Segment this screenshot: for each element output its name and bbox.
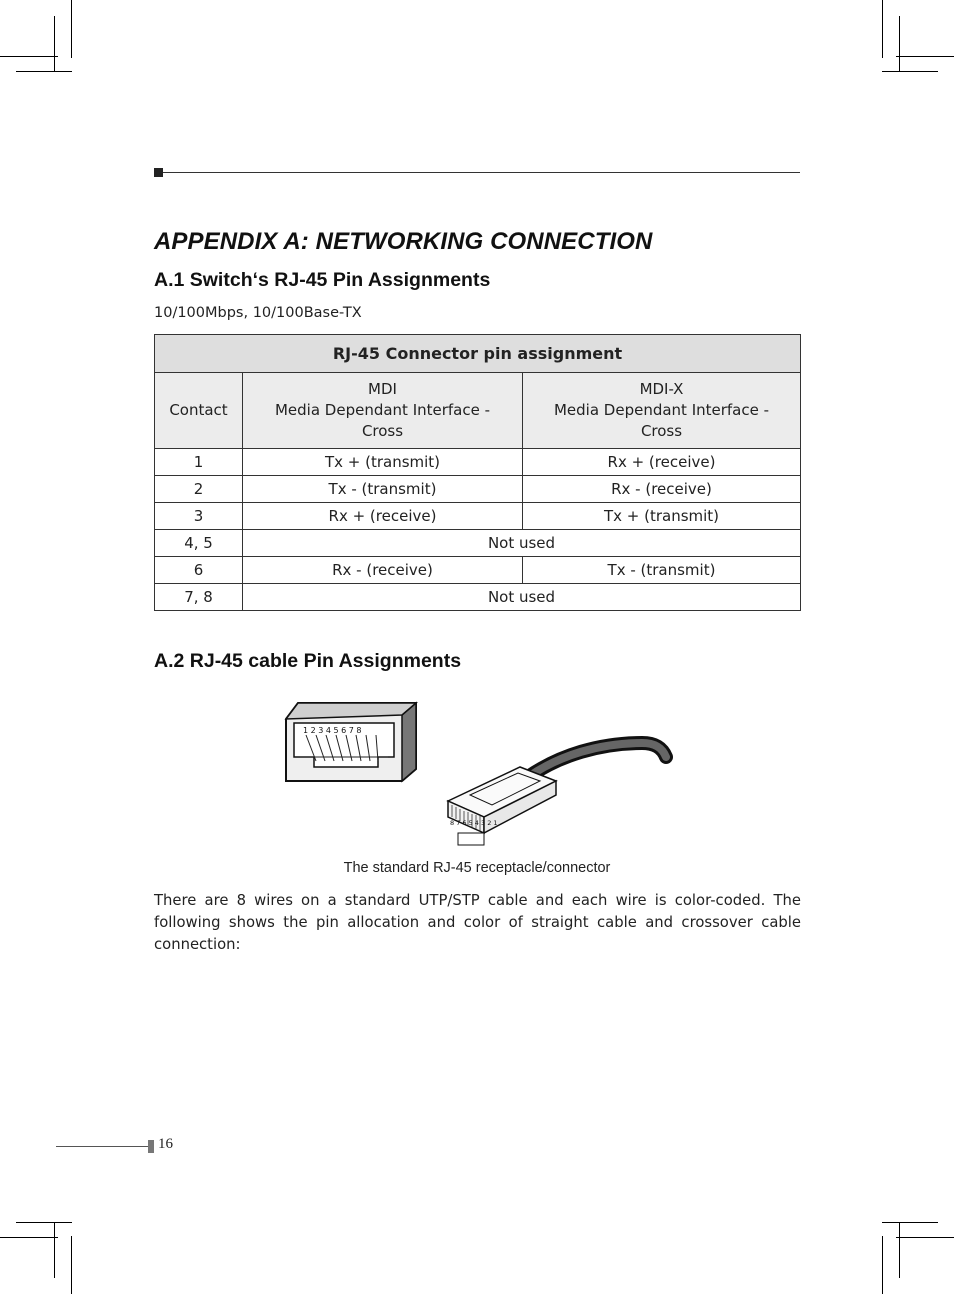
figure-caption: The standard RJ-45 receptacle/connector [343,860,611,876]
header-mdix [523,373,801,449]
cell-mdix: Rx + (receive) [523,449,801,476]
cell-contact: 3 [155,503,243,530]
cell-contact: 4, 5 [155,530,243,557]
crop-mark [882,0,883,58]
header-mdi-line3: Cross [361,422,404,440]
header-line [163,172,800,173]
footer-line [56,1146,148,1147]
crop-mark [0,1237,58,1238]
header-mdix-line3: Cross [640,422,683,440]
receptacle-pin-numbers: 1 2 3 4 5 6 7 8 [303,726,362,735]
crop-mark [0,56,58,57]
crop-mark [896,1237,954,1238]
cell-mdix: Tx + (transmit) [523,503,801,530]
rj45-cable [528,743,666,777]
rj45-illustration [270,695,680,855]
header-mdi [243,373,523,449]
cell-contact: 6 [155,557,243,584]
table-row [155,557,801,584]
header-mdi-line2: Media Dependant Interface - [274,401,491,419]
crop-mark [899,16,900,72]
header-rule [154,168,800,178]
crop-mark [16,71,72,72]
cell-mdi: Tx - (transmit) [243,476,523,503]
crop-mark [882,1222,938,1223]
crop-mark [71,0,72,58]
pin-assignment-table [154,334,801,611]
cell-contact: 1 [155,449,243,476]
crop-mark [54,16,55,72]
footer-marker [148,1140,154,1153]
section-2-heading: A.2 RJ-45 cable Pin Assignments [154,650,462,672]
body-paragraph: There are 8 wires on a standard UTP/STP cable and each wire is color-coded. The following shows the pin allocation and color of straight cable and crossover cable connection: [154,892,801,953]
cell-mdi: Rx + (receive) [243,503,523,530]
page-number: 16 [158,1136,173,1152]
rj45-plug [448,767,556,845]
crop-mark [16,1222,72,1223]
table-header-row [155,373,801,449]
cell-mdi: Rx - (receive) [243,557,523,584]
table-row [155,476,801,503]
cell-contact: 2 [155,476,243,503]
cell-contact: 7, 8 [155,584,243,611]
table-row [155,530,801,557]
table-title: RJ-45 Connector pin assignment [155,335,801,373]
table-row [155,584,801,611]
cell-mdi: Tx + (transmit) [243,449,523,476]
plug-pin-numbers: 8 7 6 5 4 3 2 1 [450,819,498,827]
table-row [155,503,801,530]
crop-mark [882,1236,883,1294]
header-mdix-line1: MDI-X [639,380,684,398]
crop-mark [71,1236,72,1294]
cell-not-used: Not used [243,584,801,611]
section-1-heading: A.1 Switch‘s RJ-45 Pin Assignments [154,269,491,291]
header-contact: Contact [155,373,243,449]
appendix-heading: APPENDIX A: NETWORKING CONNECTION [154,228,653,255]
crop-mark [882,71,938,72]
header-mdi-line1: MDI [368,380,397,398]
crop-mark [896,56,954,57]
header-mdix-line2: Media Dependant Interface - [553,401,770,419]
page-footer [56,1136,256,1156]
table-row [155,449,801,476]
cell-mdix: Rx - (receive) [523,476,801,503]
rj45-receptacle [286,703,416,781]
header-square [154,168,163,177]
table-subtitle: 10/100Mbps, 10/100Base-TX [154,305,362,321]
cell-not-used: Not used [243,530,801,557]
crop-mark [54,1222,55,1278]
cell-mdix: Tx - (transmit) [523,557,801,584]
crop-mark [899,1222,900,1278]
